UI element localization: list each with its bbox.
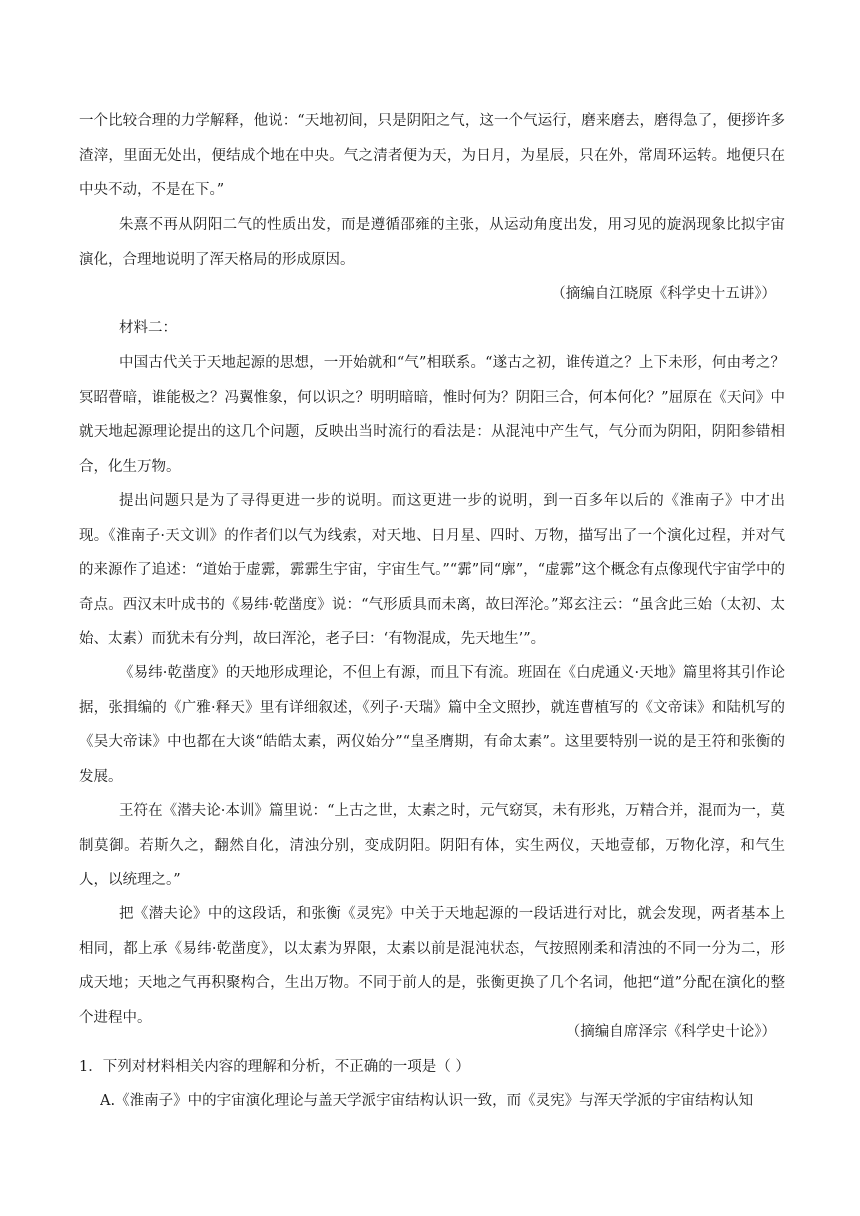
paragraph-zhuxi-quote: 一个比较合理的力学解释，他说：“天地初间，只是阴阳之气，这一个气运行，磨来磨去，磨得急了，便拶许多渣滓，里面无处出，便结成个地在中央。气之清者便为天，为日月，为星辰，只在外，常周环运转。地便只在中央不动，不是在下。” [79, 113, 785, 198]
paragraph-comparison: 把《潜夫论》中的这段话，和张衡《灵宪》中关于天地起源的一段话进行对比，就会发现，两者基本上相同，都上承《易纬·乾凿度》，以太素为界限，太素以前是混沌状态，气按照刚柔和清浊的不同一分为二，形成天地；天地之气再积聚构合，生出万物。不同于前人的是，张衡更换了几个名词，他把“道”分配在演化的整个进程中。 [79, 906, 785, 1026]
paragraph-yiwei: 《易纬·乾凿度》的天地形成理论，不但上有源，而且下有流。班固在《白虎通义·天地》篇里将其引作论据，张揖编的《广雅·释天》里有详细叙述，《列子·天瑞》篇中全文照抄，就连曹植写的《文帝诔》和陆机写的《吴大帝诔》中也都在大谈“皓皓太素，两仪始分”“皇圣膺期，有命太素”。这里要特别一说的是王符和张衡的发展。 [79, 665, 785, 785]
question-stem: 1．下列对材料相关内容的理解和分析，不正确的一项是（ ） [79, 1059, 470, 1075]
material-two-heading: 材料二： [119, 320, 177, 336]
source-citation-2: （摘编自席泽宗《科学史十论》） [565, 1024, 776, 1040]
option-a: A.《淮南子》中的宇宙演化理论与盖天学派宇宙结构认识一致，而《灵宪》与浑天学派的宇宙结构认知 [100, 1093, 754, 1109]
paragraph-wangfu: 王符在《潜夫论·本训》篇里说：“上古之世，太素之时，元气窈冥，未有形兆，万精合并，混而为一，莫制莫御。若斯久之，翻然自化，清浊分别，变成阴阳。阴阳有体，实生两仪，天地壹郁，万物化淳，和气生人，以统理之。” [79, 803, 785, 888]
paragraph-tianwen: 中国古代关于天地起源的思想，一开始就和“气”相联系。“遂古之初，谁传道之？上下未形，何由考之？冥昭瞢暗，谁能极之？冯翼惟象，何以识之？明明暗暗，惟时何为？阴阳三合，何本何化？”屈原在《天问》中就天地起源理论提出的这几个问题，反映出当时流行的看法是：从混沌中产生气，气分而为阴阳，阴阳参错相合，化生万物。 [79, 355, 785, 475]
paragraph-huainanzi: 提出问题只是为了寻得更进一步的说明。而这更进一步的说明，到一百多年以后的《淮南子》中才出现。《淮南子·天文训》的作者们以气为线索，对天地、日月星、四时、万物，描写出了一个演化过程，并对气的来源作了追述：“道始于虚霩，霩霩生宇宙，宇宙生气。”“霩”同“廓”，“虚霩”这个概念有点像现代宇宙学中的奇点。西汉末叶成书的《易纬·乾凿度》说：“气形质具而未离，故曰浑沦。”郑玄注云：“虽含此三始（太初、太始、太素）而犹未有分判，故曰浑沦，老子曰：‘有物混成，先天地生’”。 [79, 493, 785, 647]
source-citation-1: （摘编自江晓原《科学史十五讲》） [551, 286, 776, 302]
paragraph-zhuxi-summary: 朱熹不再从阴阳二气的性质出发，而是遵循邵雍的主张，从运动角度出发，用习见的旋涡现象比拟宇宙演化，合理地说明了浑天格局的形成原因。 [79, 217, 785, 268]
